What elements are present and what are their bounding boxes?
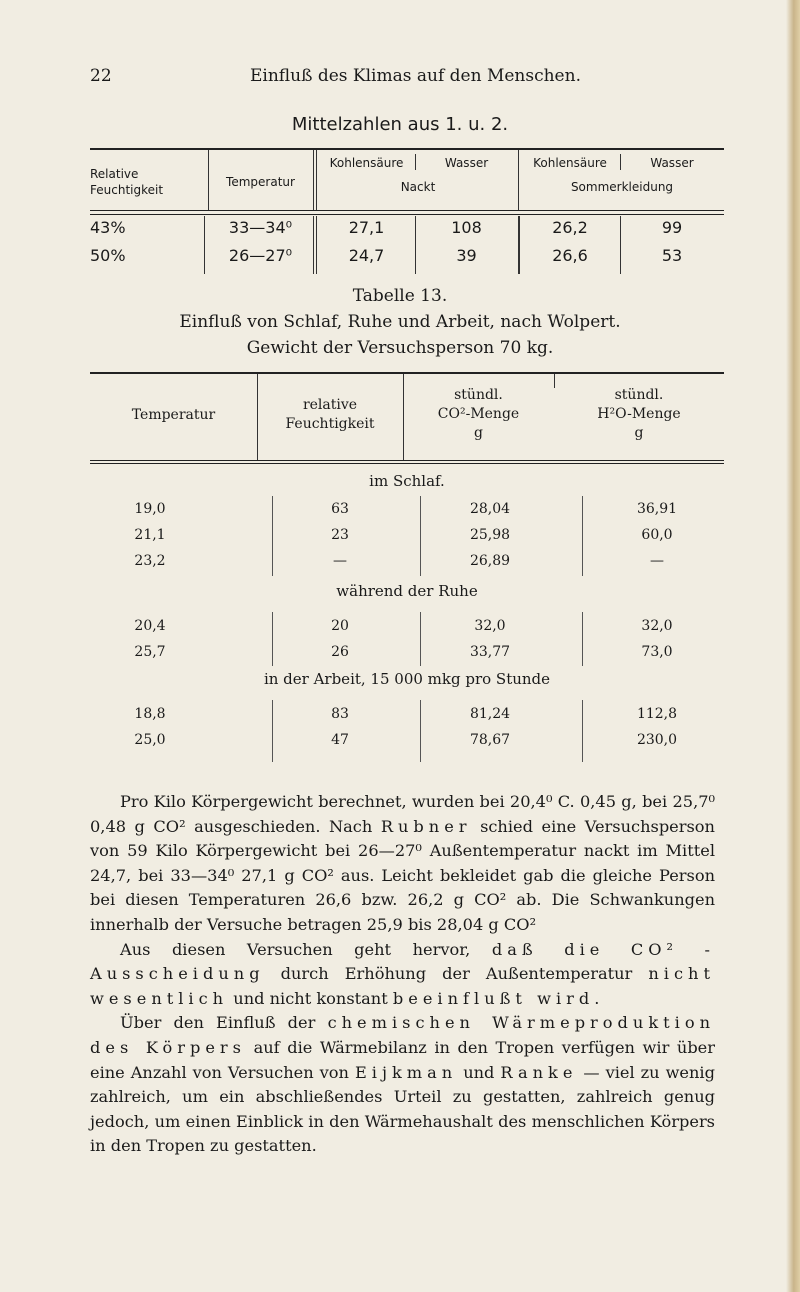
- cell: 25,7: [134, 644, 166, 660]
- column-divider: [272, 496, 273, 576]
- table2-caption-2: Gewicht der Versuchsperson 70 kg.: [246, 338, 554, 358]
- cell: 26—27⁰: [228, 246, 293, 265]
- cell: 23: [331, 527, 349, 543]
- header-water-sommer: Wasser: [650, 156, 694, 170]
- cell: 43%: [90, 218, 126, 237]
- cell: 19,0: [134, 501, 166, 517]
- paragraph: [90, 938, 715, 1012]
- header-co2-nackt: Kohlensäure: [329, 156, 404, 170]
- text-run: durch Erhöhung der Außentemperatur: [280, 964, 633, 984]
- emphasis: beeinflußt wird.: [392, 988, 605, 1008]
- cell: 83: [331, 706, 349, 722]
- cell: 25,0: [134, 732, 166, 748]
- cell: 18,8: [134, 706, 166, 722]
- header-text: H²O-Menge: [597, 406, 681, 422]
- section-title: im Schlaf.: [369, 472, 445, 490]
- header-water-nackt: Wasser: [444, 156, 489, 170]
- column-divider: [582, 496, 583, 576]
- header-text: stündl.: [454, 387, 503, 403]
- header-nackt: Nackt: [400, 180, 436, 194]
- section-title: in der Arbeit, 15 000 mkg pro Stunde: [263, 670, 551, 688]
- cell: 21,1: [134, 527, 166, 543]
- author-name: Rubner: [380, 816, 472, 836]
- cell: 32,0: [641, 618, 673, 634]
- text-run: schied eine Versuchsperson von 59 Kilo Körpergewicht bei 26—27⁰ Außentemperatur nackt im Mittel 24,7, bei 33—34⁰ 27,1 g CO² aus. Leicht bekleidet gab die gleiche Person bei diesen Temperaturen 26,6 bzw. 26,2 g CO² ab. Die Schwankungen innerhalb der Versuche betragen 25,9 bis 28,04 g CO²: [90, 816, 715, 934]
- column-divider: [316, 216, 317, 274]
- text-run: auf die Wärmebilanz in den Tropen verfügen wir über eine Anzahl von Versuchen von: [90, 1037, 715, 1082]
- header-text: Feuchtigkeit: [285, 416, 375, 432]
- cell: 78,67: [469, 732, 511, 748]
- cell: 112,8: [636, 706, 678, 722]
- column-divider: [204, 216, 205, 274]
- cell: 73,0: [641, 644, 673, 660]
- table-rule: [90, 372, 724, 374]
- header-text: stündl.: [614, 387, 664, 403]
- table2-label: Tabelle 13.: [352, 286, 448, 306]
- page-edge: [786, 0, 800, 1292]
- column-divider: [313, 150, 314, 210]
- column-divider: [313, 216, 314, 274]
- cell: —: [333, 553, 347, 569]
- table-rule: [90, 463, 724, 464]
- emphasis: nicht wesentlich: [90, 964, 715, 1008]
- header-text: g: [634, 425, 644, 441]
- header-text: g: [474, 425, 483, 441]
- table-rule: [90, 210, 724, 211]
- section-title: während der Ruhe: [336, 582, 478, 600]
- header-text: CO²-Menge: [437, 406, 520, 422]
- table-rule: [90, 148, 724, 150]
- cell: 26,89: [469, 553, 511, 569]
- cell: 36,91: [636, 501, 678, 517]
- author-name: Eijkman: [354, 1062, 458, 1082]
- header-h2o: [554, 386, 724, 443]
- cell: 50%: [90, 246, 126, 265]
- text-run: und nicht konstant: [233, 988, 388, 1008]
- page-number: 22: [90, 66, 112, 86]
- header-temperature: Temperatur: [226, 175, 295, 189]
- cell: —: [650, 553, 664, 569]
- text-run: Pro Kilo Körpergewicht berechnet, wurden bei 20,4⁰ C. 0,45 g, bei 25,7⁰ 0,48 g CO² ausgeschieden. Nach: [90, 792, 715, 836]
- cell: 33,77: [469, 644, 511, 660]
- text-run: Über den Einfluß der: [120, 1013, 316, 1033]
- header-co2: [403, 386, 554, 443]
- column-divider: [582, 700, 583, 762]
- cell: 20,4: [134, 618, 166, 634]
- column-divider: [582, 612, 583, 666]
- cell: 20: [331, 618, 349, 634]
- cell: 108: [451, 218, 482, 237]
- header-rel-humidity: [90, 166, 208, 198]
- emphasis: daß die CO² - Ausscheidung: [90, 939, 715, 984]
- cell: 39: [456, 246, 477, 265]
- author-name: Ranke: [500, 1062, 578, 1082]
- column-divider: [316, 150, 317, 210]
- table1-title: Mittelzahlen aus 1. u. 2.: [291, 114, 509, 135]
- cell: 23,2: [134, 553, 166, 569]
- cell: 26,2: [552, 218, 588, 237]
- paragraph: [90, 790, 715, 938]
- header-temperature: Temperatur: [131, 407, 216, 423]
- cell: 28,04: [469, 501, 511, 517]
- cell: 24,7: [348, 246, 385, 265]
- header-text: relative: [302, 397, 358, 413]
- cell: 26,6: [552, 246, 588, 265]
- cell: 47: [331, 732, 349, 748]
- cell: 25,98: [469, 527, 511, 543]
- table-rule: [90, 214, 724, 215]
- cell: 33—34⁰: [228, 218, 293, 237]
- cell: 63: [331, 501, 349, 517]
- cell: 230,0: [636, 732, 678, 748]
- header-sommerkleidung: Sommerkleidung: [570, 180, 674, 194]
- paragraph: [90, 1011, 715, 1159]
- column-divider: [518, 150, 519, 210]
- body-text: [90, 790, 715, 1159]
- cell: 27,1: [348, 218, 385, 237]
- header-co2-sommer: Kohlensäure: [533, 156, 607, 170]
- cell: 32,0: [474, 618, 506, 634]
- text-run: Aus diesen Versuchen geht hervor,: [120, 939, 471, 959]
- emphasis: chemischen Wärmeproduktion des Körpers: [90, 1013, 715, 1057]
- running-title: Einfluß des Klimas auf den Menschen.: [250, 66, 581, 86]
- header-rel-humidity: [257, 396, 403, 434]
- cell: 53: [661, 246, 683, 265]
- column-divider: [272, 612, 273, 666]
- cell: 60,0: [641, 527, 673, 543]
- cell: 81,24: [469, 706, 511, 722]
- header-text: Relative: [90, 167, 139, 181]
- column-divider: [272, 700, 273, 762]
- table-rule: [90, 460, 724, 461]
- cell: 99: [661, 218, 683, 237]
- header-text: Feuchtigkeit: [90, 183, 164, 197]
- text-run: — viel zu wenig zahlreich, um ein abschließendes Urteil zu gestatten, zahlreich genug jedoch, um einen Einblick in den Wärmehaushalt des menschlichen Körpers in den Tropen zu gestatten.: [90, 1062, 715, 1156]
- text-run: und: [463, 1062, 495, 1082]
- cell: 26: [331, 644, 349, 660]
- table2-caption-1: Einfluß von Schlaf, Ruhe und Arbeit, nach Wolpert.: [179, 312, 621, 332]
